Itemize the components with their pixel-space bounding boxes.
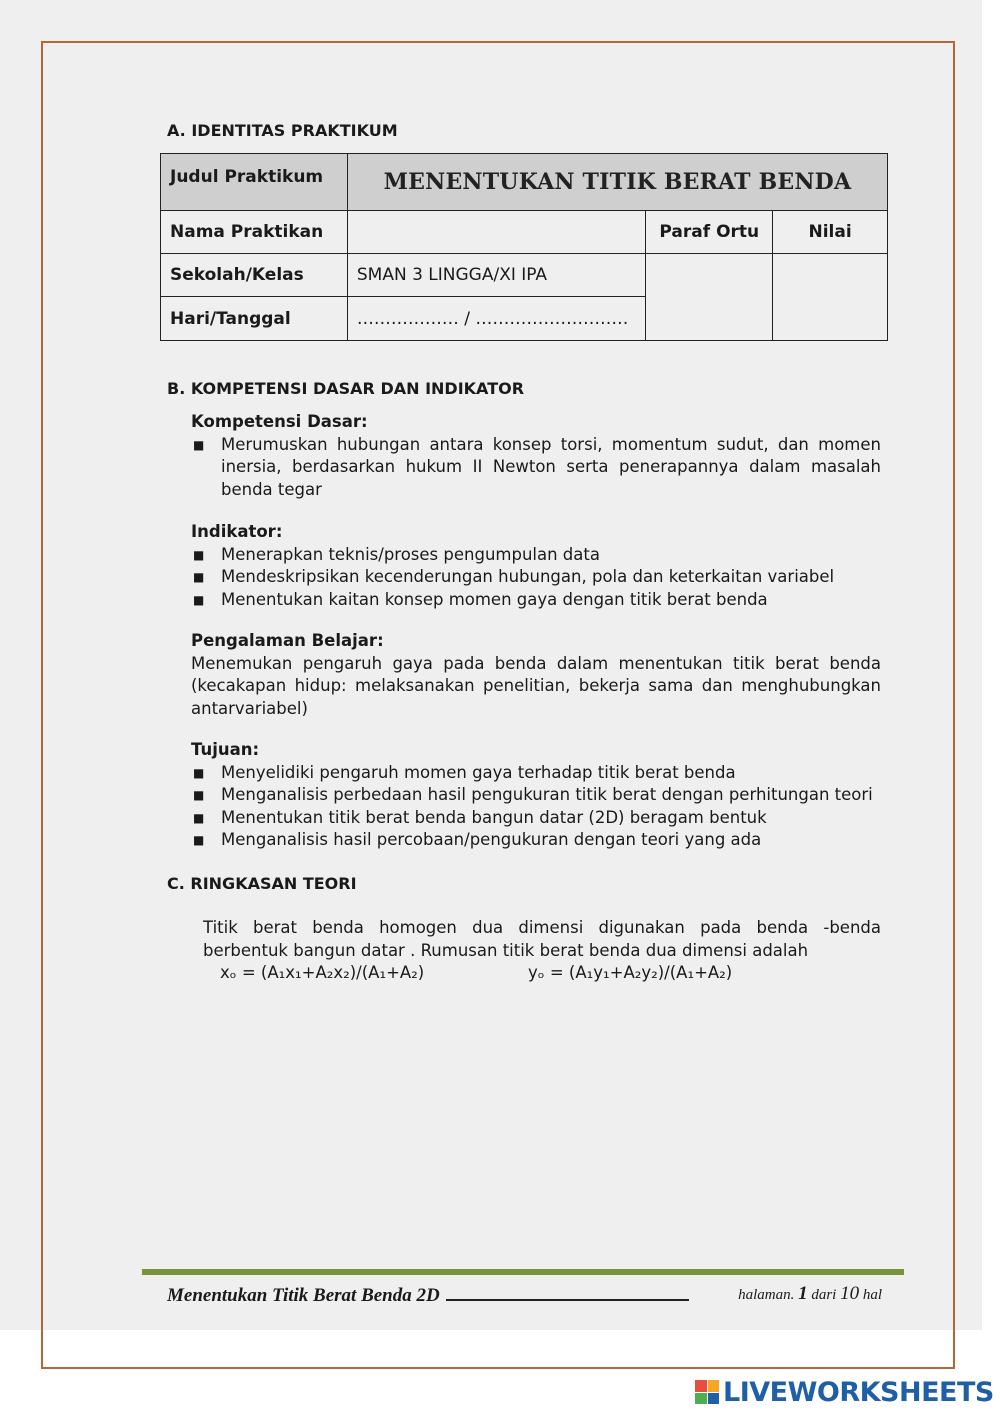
kompetensi-block xyxy=(191,411,881,501)
tujuan-item: Menganalisis hasil percobaan/pengukuran dengan teori yang ada xyxy=(221,830,762,849)
bullet-icon: ■ xyxy=(193,437,205,452)
hari-label: Hari/Tanggal xyxy=(161,297,348,341)
indikator-heading: Indikator: xyxy=(191,522,283,541)
pengalaman-text: Menemukan pengaruh gaya pada benda dalam menentukan titik berat benda (kecakapan hidup: melaksanakan penelitian, bekerja sama dan menghubungkan antarvariabel) xyxy=(191,653,881,718)
list-item xyxy=(191,566,881,589)
tujuan-block xyxy=(191,739,881,852)
indikator-block xyxy=(191,521,881,611)
kompetensi-heading: Kompetensi Dasar: xyxy=(191,412,368,431)
footer-total: 10 xyxy=(840,1283,860,1304)
formula-x: xₒ = (A₁x₁+A₂x₂)/(A₁+A₂) xyxy=(220,963,425,982)
formula-y: yₒ = (A₁y₁+A₂y₂)/(A₁+A₂) xyxy=(528,963,733,982)
sekolah-value: SMAN 3 LINGGA/XI IPA xyxy=(347,254,646,297)
footer-title: Menentukan Titik Berat Benda 2D xyxy=(167,1285,440,1306)
tujuan-item: Menentukan titik berat benda bangun datar (2D) beragam bentuk xyxy=(221,807,767,827)
section-a-title: A. IDENTITAS PRAKTIKUM xyxy=(167,121,398,140)
paraf-field[interactable] xyxy=(646,254,773,341)
hari-value: ……………… / ……………………… xyxy=(347,297,646,341)
footer-underline xyxy=(446,1283,689,1301)
list-item xyxy=(191,589,881,612)
liveworksheets-brand[interactable] xyxy=(695,1377,994,1407)
footer-halaman: halaman. xyxy=(738,1287,795,1303)
footer-divider xyxy=(142,1269,904,1275)
list-item xyxy=(191,544,881,567)
indikator-item: Menerapkan teknis/proses pengumpulan data xyxy=(221,544,600,564)
pengalaman-block xyxy=(191,630,881,720)
footer-hal: hal xyxy=(862,1287,882,1303)
tujuan-heading: Tujuan: xyxy=(191,740,260,759)
footer-page: 1 xyxy=(798,1283,808,1304)
pengalaman-heading: Pengalaman Belajar: xyxy=(191,631,384,650)
page-number xyxy=(738,1283,882,1305)
sekolah-label: Sekolah/Kelas xyxy=(161,254,348,297)
judul-value: MENENTUKAN TITIK BERAT BENDA xyxy=(347,154,887,211)
section-c-title: C. RINGKASAN TEORI xyxy=(167,874,357,893)
page-footer xyxy=(167,1283,882,1307)
nama-value-field[interactable] xyxy=(347,211,646,254)
kompetensi-item: Merumuskan hubungan antara konsep torsi, momentum sudut, dan momen inersia, berdasarkan hukum II Newton serta penerapannya dalam masalah benda tegar xyxy=(221,434,881,499)
brand-name: LIVEWORKSHEETS xyxy=(723,1376,994,1408)
bullet-icon: ■ xyxy=(193,788,205,802)
judul-label: Judul Praktikum xyxy=(161,154,348,211)
teori-text: Titik berat benda homogen dua dimensi digunakan pada benda -benda berbentuk bangun datar . Rumusan titik berat benda dua dimensi adalah xyxy=(203,918,881,960)
tujuan-item: Menyelidiki pengaruh momen gaya terhadap titik berat benda xyxy=(221,762,736,782)
nilai-field[interactable] xyxy=(773,254,888,341)
tujuan-item: Menganalisis perbedaan hasil pengukuran titik berat dengan perhitungan teori xyxy=(221,785,873,804)
list-item xyxy=(191,807,881,830)
list-item xyxy=(191,784,881,807)
bullet-icon: ■ xyxy=(193,765,205,780)
list-item xyxy=(191,829,881,852)
footer-dari: dari xyxy=(811,1287,837,1303)
indikator-item: Mendeskripsikan kecenderungan hubungan, pola dan keterkaitan variabel xyxy=(221,567,835,586)
bullet-icon: ■ xyxy=(193,833,205,847)
list-item xyxy=(191,434,881,502)
bullet-icon: ■ xyxy=(193,547,205,562)
paraf-label: Paraf Ortu xyxy=(646,211,773,254)
indikator-item: Menentukan kaitan konsep momen gaya dengan titik berat benda xyxy=(221,589,768,609)
bullet-icon: ■ xyxy=(193,592,205,607)
nama-label: Nama Praktikan xyxy=(161,211,348,254)
bullet-icon: ■ xyxy=(193,810,205,825)
nilai-label: Nilai xyxy=(773,211,888,254)
liveworksheets-logo-icon xyxy=(695,1380,719,1404)
identity-table xyxy=(160,153,888,341)
list-item xyxy=(191,762,881,785)
section-b-title: B. KOMPETENSI DASAR DAN INDIKATOR xyxy=(167,379,525,398)
bullet-icon: ■ xyxy=(193,570,205,584)
